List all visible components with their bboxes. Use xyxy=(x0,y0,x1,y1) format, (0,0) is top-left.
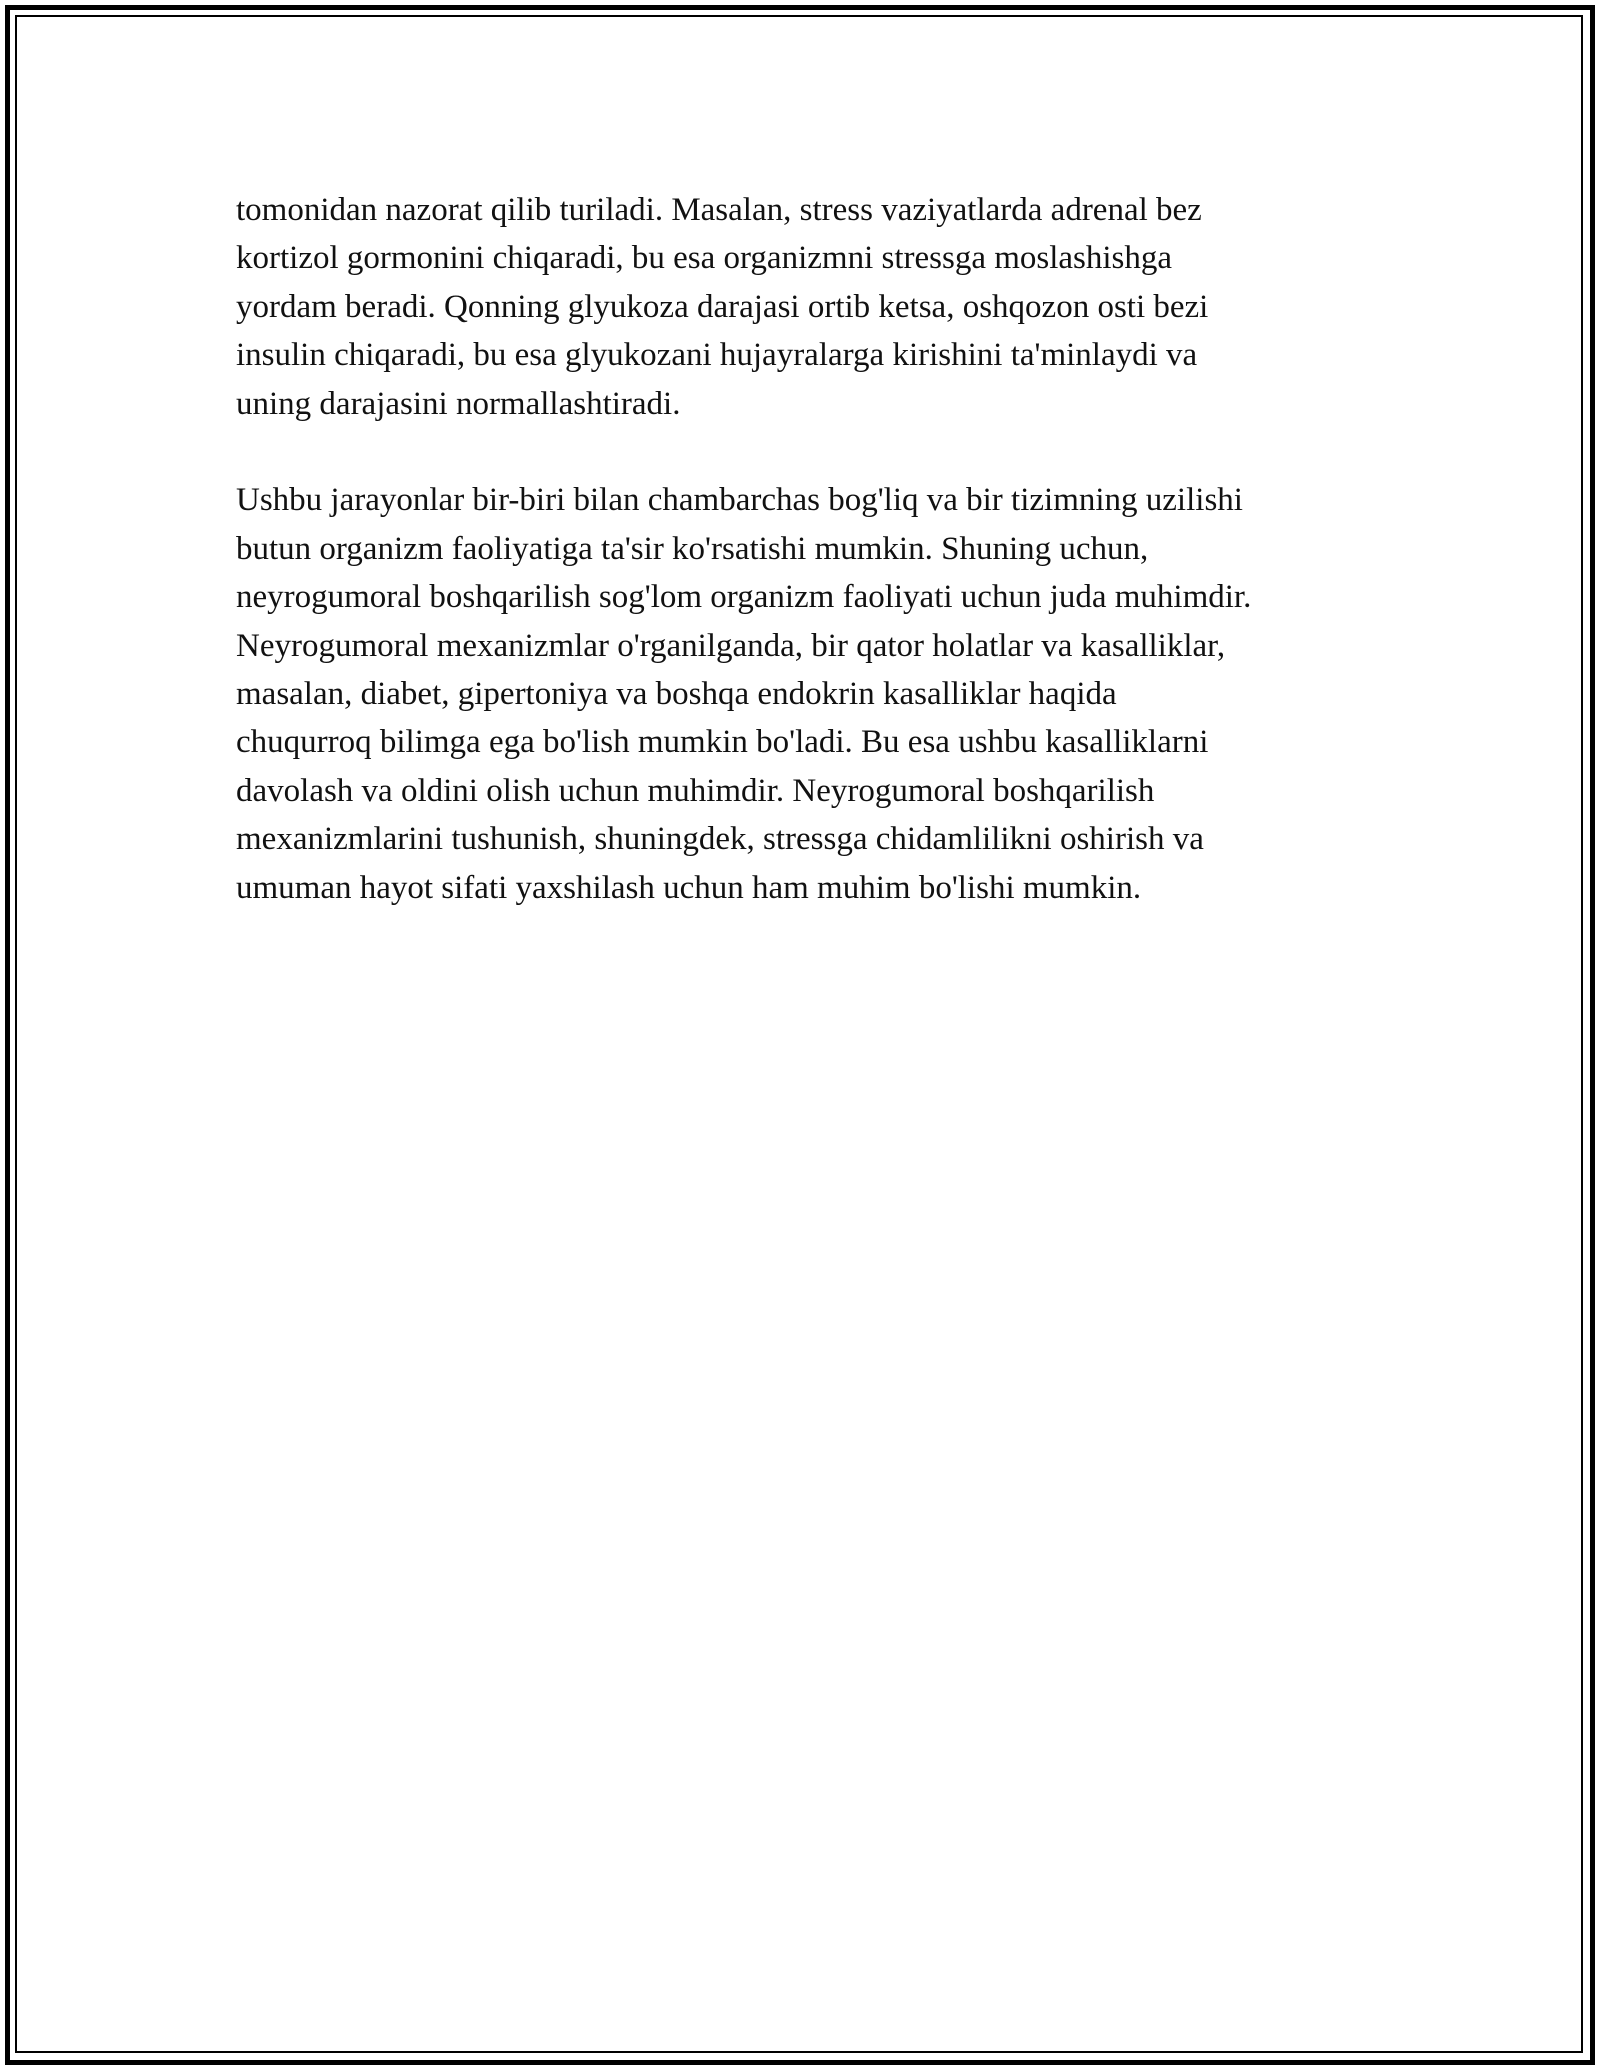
paragraph-line: davolash va oldini olish uchun muhimdir. Neyrogumoral boshqarilish xyxy=(236,772,1155,809)
paragraph-line: masalan, diabet, gipertoniya va boshqa endokrin kasalliklar haqida xyxy=(236,676,1117,713)
paragraph-line: uning darajasini normallashtiradi. xyxy=(236,385,681,422)
paragraph-line: insulin chiqaradi, bu esa glyukozani hujayralarga kirishini ta'minlaydi va xyxy=(236,337,1198,374)
paragraph-line: neyrogumoral boshqarilish sog'lom organizm faoliyati uchun juda muhimdir. xyxy=(236,579,1252,616)
paragraph-line: umuman hayot sifati yaxshilash uchun ham muhim bo'lishi mumkin. xyxy=(236,869,1142,906)
paragraph-line: Neyrogumoral mexanizmlar o'rganilganda, bir qator holatlar va kasalliklar, xyxy=(236,627,1226,664)
paragraph-line: butun organizm faoliyatiga ta'sir ko'rsatishi mumkin. Shuning uchun, xyxy=(236,530,1149,567)
paragraph-line: yordam beradi. Qonning glyukoza darajasi ortib ketsa, oshqozon osti bezi xyxy=(236,288,1209,325)
paragraph-line: kortizol gormonini chiqaradi, bu esa organizmni stressga moslashishga xyxy=(236,240,1173,277)
document-body xyxy=(236,186,1376,912)
paragraph-line: Ushbu jarayonlar bir-biri bilan chambarchas bog'liq va bir tizimning uzilishi xyxy=(236,482,1243,519)
paragraph-1 xyxy=(236,186,1376,428)
paragraph-line: chuqurroq bilimga ega bo'lish mumkin bo'ladi. Bu esa ushbu kasalliklarni xyxy=(236,724,1209,761)
paragraph-line: mexanizmlarini tushunish, shuningdek, stressga chidamlilikni oshirish va xyxy=(236,821,1204,858)
paragraph-2 xyxy=(236,476,1376,912)
paragraph-line: tomonidan nazorat qilib turiladi. Masalan, stress vaziyatlarda adrenal bez xyxy=(236,192,1202,228)
